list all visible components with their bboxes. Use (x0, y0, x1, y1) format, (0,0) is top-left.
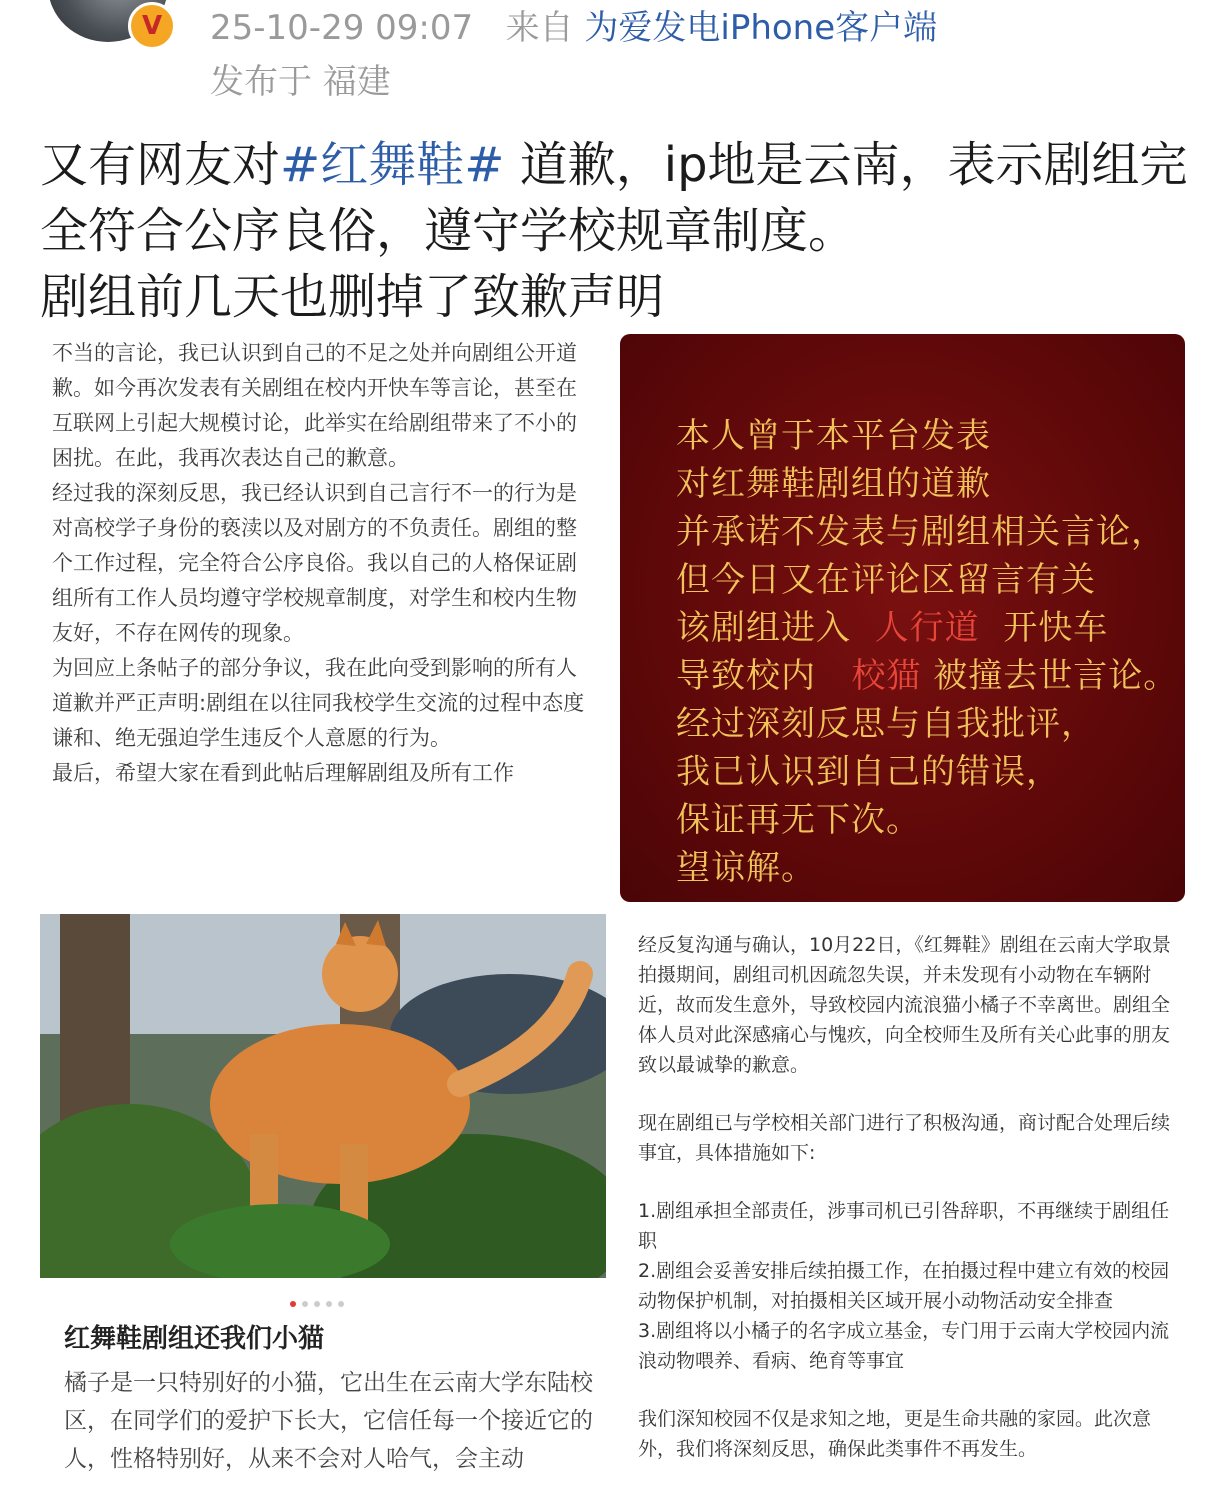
statement-para-2: 经过我的深刻反思，我已经认识到自己言行不一的行为是对高校学子身份的亵渎以及对剧方的不负责任。剧组的整个工作过程，完全符合公序良俗。我以自己的人格保证剧组所有工作人员均遵守学校规章制度，对学生和校内生物友好，不存在网传的现象。 (52, 481, 577, 645)
timestamp: 25-10-29 09:07 (210, 8, 474, 48)
apology-line: 本人曾于本平台发表 (676, 416, 991, 456)
carousel-dot[interactable] (290, 1301, 296, 1307)
post-location: 发布于 福建 (210, 62, 391, 102)
card-body: 橘子是一只特别好的小猫，它出生在云南大学东陆校区，在同学们的爱护下长大，它信任每一个接近它的人，性格特别好，从来不会对人哈气，会主动 (64, 1370, 593, 1472)
apology-highlight: 人行道 (874, 608, 980, 648)
apology-line: 经过深刻反思与自我批评， (676, 704, 1096, 744)
apology-line (676, 652, 1178, 700)
crew-measure-3: 3.剧组将以小橘子的名字成立基金，专门用于云南大学校园内流浪动物喂养、看病、绝育等事宜 (638, 1320, 1170, 1372)
apology-line: 我已认识到自己的错误， (676, 752, 1061, 792)
apology-line: 望谅解。 (676, 848, 816, 888)
post-text (40, 132, 1190, 330)
post-meta (210, 0, 937, 49)
source-client-link[interactable]: 为爱发电iPhone客户端 (584, 8, 938, 48)
source-prefix: 来自 (505, 8, 574, 48)
statement-para-3: 为回应上条帖子的部分争议，我在此向受到影响的所有人道歉并严正声明:剧组在以往同我校学生交流的过程中态度谦和、绝无强迫学生违反个人意愿的行为。 (52, 656, 585, 750)
post-text-body: 道歉，ip地是云南，表示剧组完全符合公序良俗，遵守学校规章制度。 (40, 137, 1188, 259)
apology-line: 保证再无下次。 (676, 800, 921, 840)
screenshot-apology-red[interactable] (620, 334, 1185, 902)
apology-text: 该剧组进入 (676, 608, 851, 648)
post-text-prefix: 又有网友对 (40, 137, 281, 193)
hashtag-link[interactable]: #红舞鞋# (280, 137, 505, 193)
screenshot-statement-left[interactable] (40, 336, 600, 902)
crew-measure-1: 1.剧组承担全部责任，涉事司机已引咎辞职，不再继续于剧组任职 (638, 1200, 1170, 1252)
apology-line: 并承诺不发表与剧组相关言论， (676, 512, 1166, 552)
apology-text: 被撞去世言论。 (933, 656, 1179, 696)
card-title[interactable]: 红舞鞋剧组还我们小猫 (64, 1324, 325, 1354)
carousel-dot[interactable] (338, 1301, 344, 1307)
post-text-line3: 剧组前几天也删掉了致歉声明 (40, 269, 665, 325)
carousel-dot[interactable] (302, 1301, 308, 1307)
statement-para-1: 不当的言论，我已认识到自己的不足之处并向剧组公开道歉。如今再次发表有关剧组在校内开快车等言论，甚至在互联网上引起大规模讨论，此举实在给剧组带来了不小的困扰。在此，我再次表达自己的歉意。 (52, 341, 577, 470)
apology-highlight: 校猫 (851, 656, 922, 696)
apology-text: 开快车 (1003, 608, 1109, 648)
crew-para-2: 现在剧组已与学校相关部门进行了积极沟通，商讨配合处理后续事宜，具体措施如下: (638, 1112, 1171, 1164)
crew-para-closing: 我们深知校园不仅是求知之地，更是生命共融的家园。此次意外，我们将深刻反思，确保此类事件不再发生。 (638, 1408, 1152, 1460)
cat-photo[interactable] (40, 914, 606, 1278)
cat-photo-illustration (40, 914, 606, 1278)
apology-line (676, 604, 1178, 652)
crew-para-1: 经反复沟通与确认，10月22日，《红舞鞋》剧组在云南大学取景拍摄期间，剧组司机因疏忽失误，并未发现有小动物在车辆附近，故而发生意外，导致校园内流浪猫小橘子不幸离世。剧组全体人员对此深感痛心与愧疚，向全校师生及所有关心此事的朋友致以最诚挚的歉意。 (638, 934, 1171, 1076)
apology-line: 对红舞鞋剧组的道歉 (676, 464, 991, 504)
apology-line: 但今日又在评论区留言有关 (676, 560, 1096, 600)
screenshot-crew-statement[interactable] (638, 930, 1178, 1480)
statement-para-4: 最后，希望大家在看到此帖后理解剧组及所有工作 (52, 761, 514, 785)
crew-measure-2: 2.剧组会妥善安排后续拍摄工作，在拍摄过程中建立有效的校园动物保护机制，对拍摄相关区域开展小动物活动安全排查 (638, 1260, 1170, 1312)
carousel-dot[interactable] (326, 1301, 332, 1307)
apology-text: 导致校内 (676, 656, 816, 696)
carousel-dot[interactable] (314, 1301, 320, 1307)
verified-badge-icon: V (128, 2, 176, 50)
carousel-dots[interactable] (290, 1292, 350, 1311)
